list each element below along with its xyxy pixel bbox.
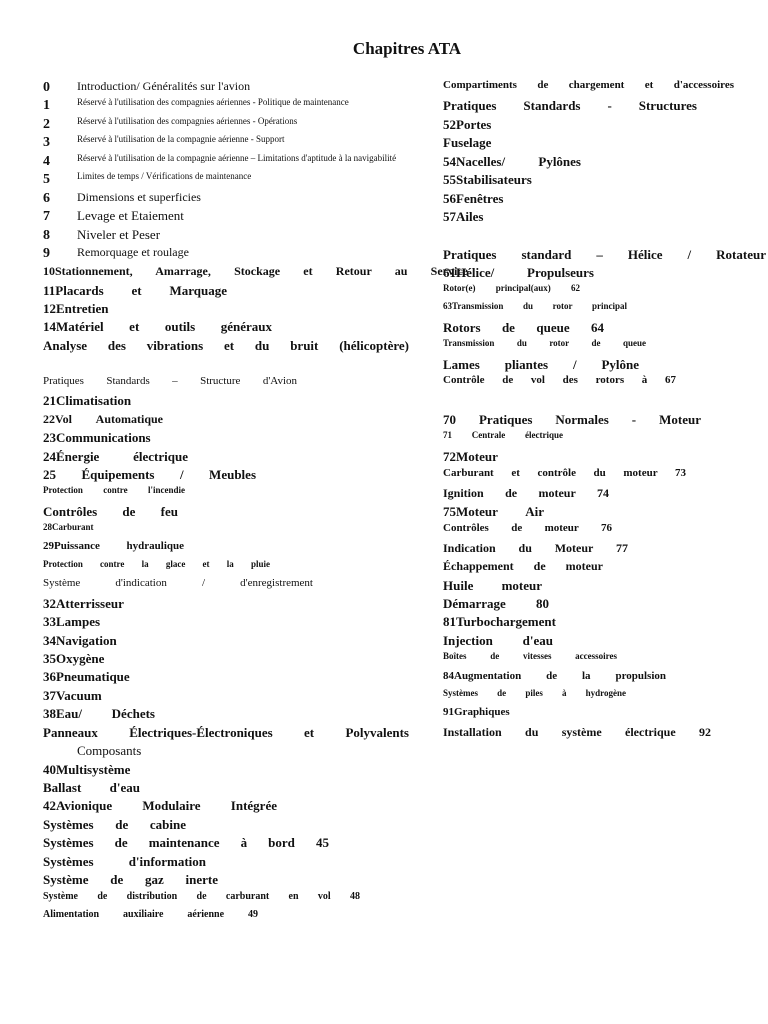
chapter-line: 56Fenêtres	[443, 191, 504, 206]
chapter-line: Contrôles de feu	[43, 504, 178, 519]
chapter-line: 14Matériel et outils généraux	[43, 319, 272, 334]
chapter-line: 21Climatisation	[43, 393, 132, 408]
chapter-line: 35Oxygène	[43, 651, 105, 666]
chapter-line: 61Hélice/ Propulseurs	[443, 265, 594, 280]
chapter-line: Contrôles de moteur 76	[443, 522, 612, 534]
chapter-number: 9	[43, 246, 50, 261]
chapter-line: 55Stabilisateurs	[443, 172, 532, 187]
chapter-line: Analyse des vibrations et du bruit (hélicoptère)	[43, 338, 409, 353]
chapter-title: Introduction/ Généralités sur l'avion	[77, 79, 251, 93]
chapter-line: 70 Pratiques Normales - Moteur	[443, 412, 701, 427]
chapter-number: 6	[43, 191, 50, 206]
chapter-line: 91Graphiques	[443, 706, 510, 718]
chapter-line: 37Vacuum	[43, 688, 102, 703]
chapter-line: 32Atterrisseur	[43, 596, 124, 611]
chapter-line: Rotors de queue 64	[443, 320, 604, 335]
chapter-line: Système de distribution de carburant en vol 48	[43, 891, 360, 902]
chapter-line: Pratiques Standards - Structures	[443, 98, 697, 113]
chapter-number: 7	[43, 209, 50, 224]
chapter-line: Boîtes de vitesses accessoires	[443, 651, 617, 661]
chapter-line: Système de gaz inerte	[43, 872, 218, 887]
chapter-title: Niveler et Peser	[77, 227, 161, 242]
chapter-line: 54Nacelles/ Pylônes	[443, 154, 581, 169]
chapter-line: Composants	[77, 743, 142, 758]
chapter-line: Systèmes de piles à hydrogène	[443, 688, 626, 698]
chapter-line: Fuselage	[443, 135, 492, 150]
chapter-line: Système d'indication / d'enregistrement	[43, 577, 313, 589]
chapter-line: Protection contre l'incendie	[43, 485, 185, 495]
chapter-line: Huile moteur	[443, 578, 542, 593]
chapter-line: 84Augmentation de la propulsion	[443, 670, 666, 682]
chapter-line: 63Transmission du rotor principal	[443, 301, 627, 311]
chapter-line: 38Eau/ Déchets	[43, 706, 155, 721]
chapter-line: Systèmes de cabine	[43, 817, 186, 832]
chapter-line: Ballast d'eau	[43, 780, 140, 795]
chapter-title: Réservé à l'utilisation des compagnies aériennes - Opérations	[77, 116, 298, 126]
chapter-title: Réservé à l'utilisation de la compagnie aérienne - Support	[77, 134, 285, 144]
chapter-title: Réservé à l'utilisation de la compagnie aérienne – Limitations d'aptitude à la navigabilité	[77, 153, 397, 163]
chapter-line: 33Lampes	[43, 614, 101, 629]
chapter-line: 81Turbochargement	[443, 614, 556, 629]
chapter-number: 4	[43, 154, 50, 169]
chapter-line: Rotor(e) principal(aux) 62	[443, 283, 580, 293]
chapter-line: 11Placards et Marquage	[43, 283, 227, 298]
chapter-number: 2	[43, 117, 50, 132]
chapter-number: 1	[43, 98, 50, 113]
chapter-line: 75Moteur Air	[443, 504, 544, 519]
chapter-line: Pratiques standard – Hélice / Rotateur	[443, 247, 766, 262]
chapter-line: 28Carburant	[43, 522, 94, 532]
chapter-line: 71 Centrale électrique	[443, 430, 563, 440]
page-title: Chapitres ATA	[352, 39, 462, 58]
chapter-line: 52Portes	[443, 117, 492, 132]
chapter-line: Carburant et contrôle du moteur 73	[443, 467, 686, 479]
chapter-line: Protection contre la glace et la pluie	[43, 559, 270, 569]
chapter-line: Panneaux Électriques-Électroniques et Polyvalents	[43, 725, 409, 740]
chapter-number: 5	[43, 172, 50, 187]
chapter-title: Réservé à l'utilisation des compagnies aériennes - Politique de maintenance	[77, 97, 349, 107]
chapter-line: 23Communications	[43, 430, 151, 445]
chapter-title: Remorquage et roulage	[77, 245, 189, 259]
chapter-line: 24Énergie électrique	[43, 449, 188, 464]
chapter-line: Systèmes de maintenance à bord 45	[43, 835, 329, 850]
chapter-number: 8	[43, 228, 50, 243]
chapter-line: 10Stationnement, Amarrage, Stockage et Retour au Service	[43, 264, 468, 278]
chapter-title: Limites de temps / Vérifications de maintenance	[77, 171, 252, 181]
chapter-line: Systèmes d'information	[43, 854, 206, 869]
chapter-line: 25 Équipements / Meubles	[43, 467, 256, 482]
chapter-line: Installation du système électrique 92	[443, 725, 711, 739]
chapter-line: Démarrage 80	[443, 596, 549, 611]
chapter-line: Injection d'eau	[443, 633, 553, 648]
chapter-line: 36Pneumatique	[43, 669, 130, 684]
chapter-line: Compartiments de chargement et d'accessoires	[443, 79, 734, 91]
chapter-title: Dimensions et superficies	[77, 190, 201, 204]
chapter-line: Lames pliantes / Pylône	[443, 357, 639, 372]
chapter-line: Indication du Moteur 77	[443, 541, 628, 555]
chapter-line: 57Ailes	[443, 209, 484, 224]
chapter-line: 42Avionique Modulaire Intégrée	[43, 798, 277, 813]
chapter-line: Ignition de moteur 74	[443, 486, 609, 500]
chapter-line: Pratiques Standards – Structure d'Avion	[43, 375, 297, 387]
chapter-line: 22Vol Automatique	[43, 412, 163, 426]
chapter-line: Contrôle de vol des rotors à 67	[443, 374, 676, 386]
chapter-line: Transmission du rotor de queue	[443, 338, 646, 348]
chapter-line: Alimentation auxiliaire aérienne 49	[43, 909, 258, 920]
chapter-line: 12Entretien	[43, 301, 109, 316]
chapter-line: 29Puissance hydraulique	[43, 540, 184, 552]
chapter-title: Levage et Etaiement	[77, 208, 184, 223]
chapter-line: 72Moteur	[443, 449, 498, 464]
chapter-number: 3	[43, 135, 50, 150]
chapter-line: 34Navigation	[43, 633, 117, 648]
chapter-number: 0	[43, 80, 50, 95]
chapter-line: 40Multisystème	[43, 762, 131, 777]
chapter-line: Échappement de moteur	[443, 559, 603, 573]
